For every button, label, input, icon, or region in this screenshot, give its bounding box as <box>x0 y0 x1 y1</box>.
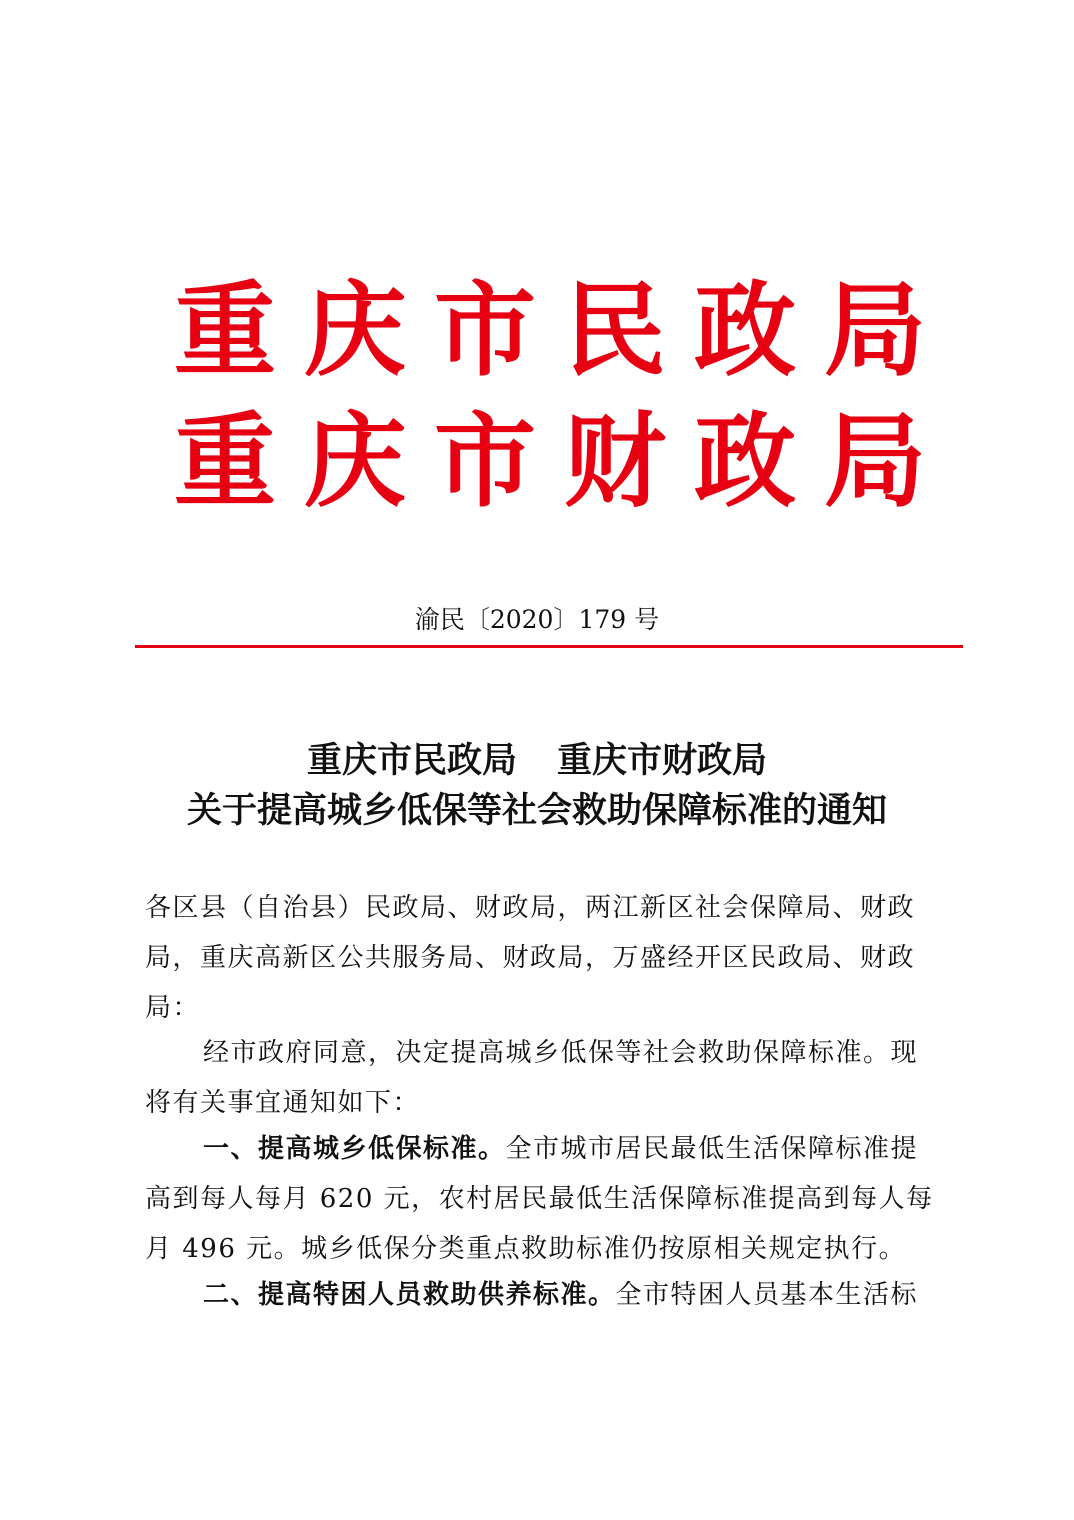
issuer-char: 重 <box>174 271 276 391</box>
issuer-char: 局 <box>824 402 926 522</box>
intro-paragraph <box>145 1028 945 1128</box>
text-line: 经市政府同意，决定提高城乡低保等社会救助保障标准。现 <box>203 1038 919 1068</box>
title-line-2: 关于提高城乡低保等社会救助保障标准的通知 <box>186 790 887 831</box>
issuer-char: 政 <box>694 402 796 522</box>
item-heading: 二、提高特困人员救助供养标准。 <box>203 1280 616 1310</box>
red-header-rule <box>135 645 963 648</box>
item-heading: 一、提高城乡低保标准。 <box>203 1134 506 1164</box>
issuer-char: 政 <box>694 271 796 391</box>
issuer-char: 财 <box>564 402 666 522</box>
item-2-paragraph <box>145 1270 945 1320</box>
text-line <box>145 1270 945 1320</box>
title-issuer-2: 重庆市财政局 <box>557 740 768 781</box>
title-line-1 <box>0 736 1074 786</box>
title-issuer-1: 重庆市民政局 <box>306 740 517 781</box>
text-line <box>145 1124 945 1174</box>
text-line: 局，重庆高新区公共服务局、财政局，万盛经开区民政局、财政 <box>145 943 916 973</box>
issuer-finance-bureau <box>170 402 930 522</box>
issuer-char: 庆 <box>304 271 406 391</box>
issuer-char: 庆 <box>304 402 406 522</box>
issuer-char: 市 <box>434 271 536 391</box>
text-line: 高到每人每月 620 元，农村居民最低生活保障标准提高到每人每 <box>145 1184 934 1214</box>
issuer-char: 局 <box>824 271 926 391</box>
text-line: 月 496 元。城乡低保分类重点救助标准仍按原相关规定执行。 <box>145 1234 907 1264</box>
issuer-char: 民 <box>564 271 666 391</box>
issuer-civil-affairs-bureau <box>170 271 930 391</box>
text-line: 局： <box>145 993 201 1023</box>
addressee-paragraph <box>145 883 945 1033</box>
document-number: 渝民〔2020〕179 号 <box>414 605 660 634</box>
item-1-paragraph <box>145 1124 945 1274</box>
item-text: 全市特困人员基本生活标 <box>615 1280 919 1310</box>
item-text: 全市城市居民最低生活保障标准提 <box>505 1134 919 1164</box>
text-line: 各区县（自治县）民政局、财政局，两江新区社会保障局、财政 <box>145 893 916 923</box>
issuer-char: 重 <box>174 402 276 522</box>
text-line: 将有关事宜通知如下： <box>145 1088 421 1118</box>
issuer-char: 市 <box>434 402 536 522</box>
